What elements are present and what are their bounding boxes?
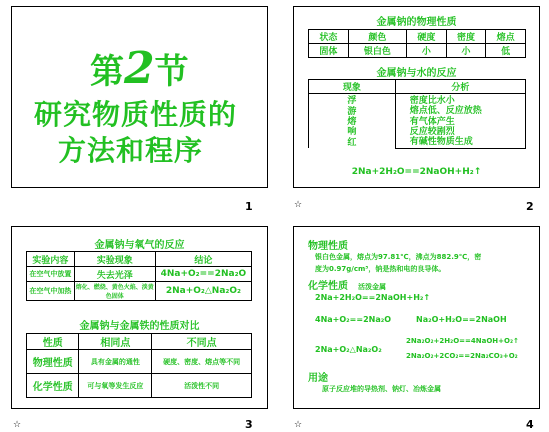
slide3-title-compare: 金属钠与金属铁的性质对比 <box>79 321 200 332</box>
page-number: 3 <box>245 418 253 431</box>
slide-2[interactable] <box>293 6 540 188</box>
slide-1[interactable] <box>11 6 268 188</box>
star-icon: ☆ <box>13 420 22 430</box>
equation-5: 2Na₂O₂+2H₂O==4NaOH+O₂↑ <box>406 337 519 345</box>
page-number: 4 <box>526 418 534 431</box>
water-reaction-table: 现象 分析 浮 游 熔 响 红 密度比水小 熔点低、反应放热 有气体产生 反应较剧烈 有碱性物质生成 <box>308 79 526 149</box>
oxygen-reaction-table: 实验内容 实验现象 结论 在空气中放置 失去光泽 4Na+O₂==2Na₂O 在空气中加热 熔化、燃烧、黄色火焰、淡黄色固体 2Na+O₂△Na₂O₂ <box>26 251 252 301</box>
slide3-title-oxygen: 金属钠与氧气的反应 <box>94 240 185 251</box>
slide1-title-line1: 第2节 <box>90 43 189 94</box>
slide2-title-water: 金属钠与水的反应 <box>376 68 457 79</box>
equation-3: Na₂O+H₂O==2NaOH <box>416 315 507 324</box>
slide-3[interactable] <box>11 226 268 409</box>
uses-text: 原子反应堆的导热剂、钠灯、冶炼金属 <box>322 385 441 393</box>
page-number: 1 <box>245 200 253 213</box>
slide1-title-line2: 研究物质性质的 <box>34 98 238 131</box>
heading-physical: 物理性质 <box>308 241 348 252</box>
page-number: 2 <box>526 200 534 213</box>
heading-chemical: 化学性质 活泼金属 <box>308 281 386 292</box>
star-icon: ☆ <box>294 420 303 430</box>
slide1-title-line3: 方法和程序 <box>58 134 204 167</box>
equation-2: 4Na+O₂==2Na₂O <box>315 315 392 324</box>
star-icon: ☆ <box>294 200 303 210</box>
slide2-title-physical: 金属钠的物理性质 <box>376 17 457 28</box>
heading-uses: 用途 <box>308 373 328 384</box>
physical-text-1: 银白色金属，熔点为97.81℃，沸点为882.9℃，密 <box>315 253 482 261</box>
physical-properties-table: 状态 颜色 硬度 密度 熔点 固体 银白色 小 小 低 <box>308 29 526 58</box>
water-equation: 2Na+2H₂O==2NaOH+H₂↑ <box>351 167 482 177</box>
equation-4: 2Na+O₂△Na₂O₂ <box>315 345 382 354</box>
physical-text-2: 度为0.97g/cm³，钠是热和电的良导体。 <box>315 265 446 273</box>
equation-1: 2Na+2H₂O==2NaOH+H₂↑ <box>315 293 431 302</box>
compare-table: 性质 相同点 不同点 物理性质 具有金属的通性 硬度、密度、熔点等不同 化学性质 可与氧等发生反应 活泼性不同 <box>26 333 252 398</box>
equation-6: 2Na₂O₂+2CO₂==2Na₂CO₃+O₂ <box>406 352 518 360</box>
slide-4[interactable] <box>293 226 540 409</box>
